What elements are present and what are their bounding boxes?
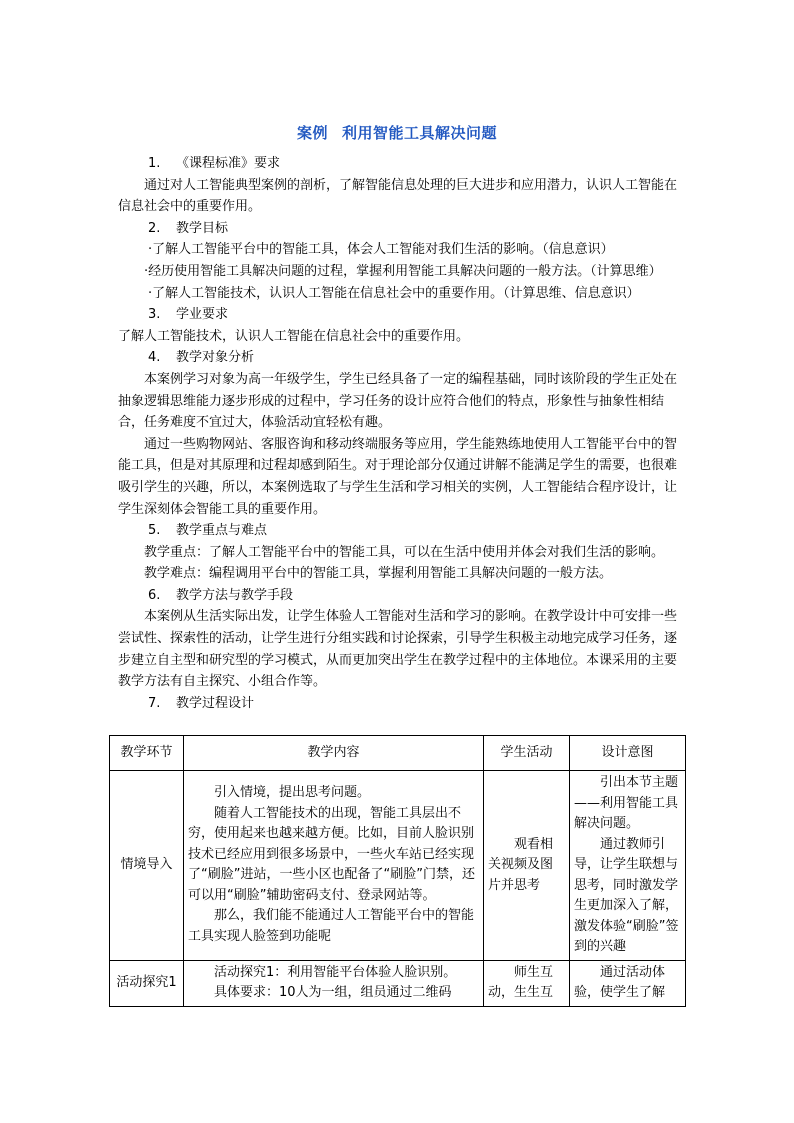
section-heading: 3. 学业要求 bbox=[148, 307, 229, 323]
document-body bbox=[118, 153, 683, 714]
section-heading: 2. 教学目标 bbox=[148, 220, 229, 236]
goal-item: ·了解人工智能平台中的智能工具，体会人工智能对我们生活的影响。（信息意识） bbox=[148, 242, 614, 258]
section-heading: 4. 教学对象分析 bbox=[148, 350, 255, 366]
column-header: 教学环节 bbox=[110, 736, 184, 771]
paragraph: 本案例学习对象为高一年级学生，学生已经具备了一定的编程基础，同时该阶段的学生正处在抽象逻辑思维能力逐步形成的过程中，学习任务的设计应符合他们的特点，形象性与抽象性相结合，任务难度不宜过大，体验活动宜轻松有趣。 bbox=[118, 371, 678, 431]
content-cell: 活动探究1：利用智能平台体验人脸识别。 具体要求：10人为一组，组员通过二维码 bbox=[184, 960, 484, 1006]
paragraph: 本案例从生活实际出发，让学生体验人工智能对生活和学习的影响。在教学设计中可安排一些尝试性、探索性的活动，让学生进行分组实践和讨论探索，引导学生积极主动地完成学习任务，逐步建立自主型和研究型的学习模式，从而更加突出学生在教学过程中的主体地位。本课采用的主要教学方法有自主探究、小组合作等。 bbox=[118, 609, 678, 690]
activity-cell: 观看相关视频及图片并思考 bbox=[484, 771, 570, 961]
section-heading: 7. 教学过程设计 bbox=[148, 695, 255, 711]
intent-cell: 通过活动体验，使学生了解 bbox=[570, 960, 686, 1006]
intent-cell: 引出本节主题——利用智能工具解决问题。 通过教师引导，让学生联想与思考，同时激发学生更加深入了解，激发体验“刷脸”签到的兴趣 bbox=[570, 771, 686, 961]
page-title bbox=[0, 122, 794, 143]
section-heading: 6. 教学方法与教学手段 bbox=[148, 587, 294, 603]
paragraph: 了解人工智能技术，认识人工智能在信息社会中的重要作用。 bbox=[118, 328, 470, 344]
column-header: 设计意图 bbox=[570, 736, 686, 771]
goal-item: ·经历使用智能工具解决问题的过程，掌握利用智能工具解决问题的一般方法。（计算思维） bbox=[144, 263, 662, 279]
title-label: 案例 bbox=[296, 124, 328, 142]
teaching-process-table bbox=[109, 735, 686, 1007]
column-header: 教学内容 bbox=[184, 736, 484, 771]
paragraph: 通过一些购物网站、客服咨询和移动终端服务等应用，学生能熟练地使用人工智能平台中的智能工具，但是对其原理和过程却感到陌生。对于理论部分仅通过讲解不能满足学生的需要，也很难吸引学生的兴趣，所以，本案例选取了与学生生活和学习相关的实例，人工智能结合程序设计，让学生深刻体会智能工具的重要作用。 bbox=[118, 436, 678, 517]
table-row bbox=[110, 960, 686, 1006]
column-header: 学生活动 bbox=[484, 736, 570, 771]
goal-item: ·了解人工智能技术，认识人工智能在信息社会中的重要作用。（计算思维、信息意识） bbox=[148, 285, 640, 301]
paragraph: 通过对人工智能典型案例的剖析，了解智能信息处理的巨大进步和应用潜力，认识人工智能在信息社会中的重要作用。 bbox=[118, 177, 678, 215]
stage-cell: 活动探究1 bbox=[110, 960, 184, 1006]
table-row bbox=[110, 771, 686, 961]
section-heading: 1. 《课程标准》要求 bbox=[148, 156, 281, 171]
content-cell: 引入情境，提出思考问题。 随着人工智能技术的出现，智能工具层出不穷，使用起来也越来越方便。比如，目前人脸识别技术已经应用到很多场景中，一些火车站已经实现了“刷脸”进站，一些小区也配备了“刷脸”门禁，还可以用“刷脸”辅助密码支付、登录网站等。 那么，我们能不能通过人工智能平台中的智能工具实现人脸签到功能呢 bbox=[184, 771, 484, 961]
stage-cell: 情境导入 bbox=[110, 771, 184, 961]
section-heading: 5. 教学重点与难点 bbox=[148, 523, 268, 539]
table-header-row bbox=[110, 736, 686, 771]
paragraph: 教学难点：编程调用平台中的智能工具，掌握利用智能工具解决问题的一般方法。 bbox=[144, 566, 613, 582]
title-topic: 利用智能工具解决问题 bbox=[342, 124, 498, 142]
paragraph: 教学重点：了解人工智能平台中的智能工具，可以在生活中使用并体会对我们生活的影响。 bbox=[144, 544, 665, 560]
activity-cell: 师生互动，生生互 bbox=[484, 960, 570, 1006]
